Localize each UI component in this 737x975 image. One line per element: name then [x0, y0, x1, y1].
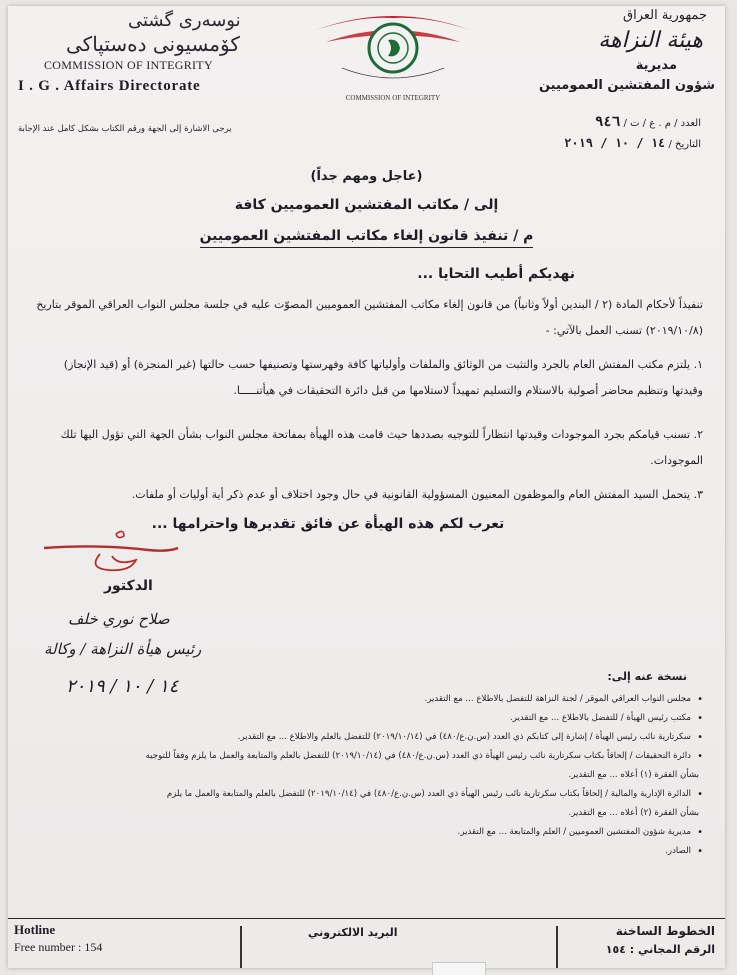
header-arabic-line2: هيئة النزاهة [598, 28, 703, 53]
header-kurdish-line1: نوسەری گشتی [128, 10, 241, 31]
copies-item: • دائرة التحقيقات / إلحاقاً بكتاب سكرتارية نائب رئيس الهيأة ذي العدد (س.ن.ع/٤٨٠) في (٢٠١٩/١٠/١٤) للتفضل بالعلم والمتابعة والعمل ما يلزم وفقاً للتوجيه [8, 747, 703, 766]
closing-line: تعرب لكم هذه الهيأة عن فائق تقديرها واحترامها ... [151, 516, 505, 532]
reply-instruction: يرجى الاشارة إلى الجهة ورقم الكتاب بشكل كامل عند الإجابة [18, 124, 232, 134]
copies-item: • مديرية شؤون المفتشين العموميين / العلم والمتابعة ... مع التقدير. [8, 823, 703, 842]
logo-text: COMMISSION OF INTEGRITY [345, 94, 441, 102]
copies-item: • سكرتارية نائب رئيس الهيأة / إشارة إلى كتابكم ذي العدد (س.ن.ع/٤٨٠) في (٢٠١٩/١٠/١٤) للتفضل بالعلم والاطلاع ... مع التقدير. [8, 728, 703, 747]
footer-hotline-number: Free number : 154 [14, 940, 103, 954]
copies-item: • الدائرة الإدارية والمالية / إلحاقاً بكتاب سكرتارية نائب رئيس الهيأة ذي العدد (س.ن.ع/٤٨٠) في (٢٠١٩/١٠/١٤) للتفضل بالعلم والمتابعة والعمل ما يلزم [8, 785, 703, 804]
copies-item: • الصادر. [8, 842, 703, 861]
header-directorate-en: I . G . Affairs Directorate [18, 78, 201, 94]
subject-line [8, 228, 725, 244]
commission-logo-icon [308, 8, 478, 112]
footer-email-label: البريد الالكتروني [308, 926, 398, 939]
copies-item: • مجلس النواب العراقي الموقر / لجنة النزاهة للتفضل بالاطلاع ... مع التقدير. [8, 690, 703, 709]
footer-hotline-arabic: الخطوط الساخنة [615, 924, 715, 938]
footer-divider [556, 926, 558, 968]
header-kurdish-line2: كۆمسیونی دەستپاكی [66, 32, 240, 56]
footer-divider [240, 926, 242, 968]
header-arabic-line4: شؤون المفتشين العموميين [538, 78, 715, 93]
reference-date [564, 136, 701, 150]
urgent-label: (عاجل ومهم جداً) [310, 169, 423, 184]
signature-icon [38, 526, 188, 586]
reference-date-value: ١٤ / ١٠ / ٢٠١٩ [564, 136, 666, 150]
copies-list [8, 690, 703, 861]
scrollbar-thumb[interactable] [432, 962, 486, 975]
recipient-line: إلى / مكاتب المفتشين العموميين كافة [234, 197, 499, 213]
footer-hotline-label: Hotline [14, 922, 56, 937]
reference-date-label: التاريخ / [668, 139, 701, 150]
footer-free-number-arabic: الرقم المجاني : ١٥٤ [605, 943, 715, 956]
subject-text: م / تنفيذ قانون إلغاء مكاتب المفتشين العموميين [200, 228, 534, 248]
signatory-name: صلاح نوري خلف [68, 610, 170, 628]
reference-number-label: العدد / م . ع / ت / [623, 118, 701, 129]
header-commission-en: COMMISSION OF INTEGRITY [44, 58, 213, 72]
copies-heading: نسخة عنه إلى: [607, 670, 687, 683]
paragraph-item-3: ٣. يتحمل السيد المفتش العام والموظفون المعنيون المسؤولية القانونية في حال وجود اختلاف أو عدم ذكر أية أوليات أو ملفات. [131, 488, 703, 501]
paragraph-intro: تنفيذاً لأحكام المادة (٢ / البندين أولاً وثانياً) من قانون إلغاء مكاتب المفتشين العموميين المصوّت عليه في جلسة مجلس النواب العراقي الموقر بتاريخ (٢٠١٩/١٠/٨) تسنب العمل بالآتي: - [36, 298, 703, 337]
signature-date: ١٤ / ١٠ / ٢٠١٩ [66, 676, 179, 697]
paragraph-item-2: ٢. تسنب قيامكم بجرد الموجودات وقيدتها انتظاراً للتوجيه بصددها حيث قامت هذه الهيأة بمفاتحة مجلس النواب بشأن الجهة التي تؤول اليها تلك الموجودات. [60, 428, 703, 467]
reference-number [595, 114, 701, 130]
header-arabic-line1: جمهورية العراق [623, 8, 707, 23]
copies-item: • مكتب رئيس الهيأة / للتفضل بالاطلاع ... مع التقدير. [8, 709, 703, 728]
signatory-title: الدكتور [104, 578, 153, 594]
reference-number-value: ٩٤٦ [595, 114, 621, 130]
greeting: نهديكم أطيب التحايا ... [417, 266, 575, 282]
document-page [8, 6, 725, 968]
paragraph-item-1: ١. يلتزم مكتب المفتش العام بالجرد والتثبت من الوثائق والملفات وأولياتها كافة وفهرستها وتصنيفها حسب حالتها (غير المنجزة) أو (قيد الإنجاز) وقيدتها وتنظيم محاضر أصولية بالاستلام والتسليم تمهيداً لاستلامها من قبل دائرة التحقيقات في هيأتنـــــا. [63, 358, 703, 397]
header-arabic-line3: مديرية [635, 58, 677, 73]
copies-item-continuation: بشأن الفقرة (١) أعلاه ... مع التقدير. [568, 770, 699, 780]
copies-item-continuation: بشأن الفقرة (٢) أعلاه ... مع التقدير. [568, 808, 699, 818]
signatory-position: رئيس هيأة النزاهة / وكالة [44, 640, 202, 658]
